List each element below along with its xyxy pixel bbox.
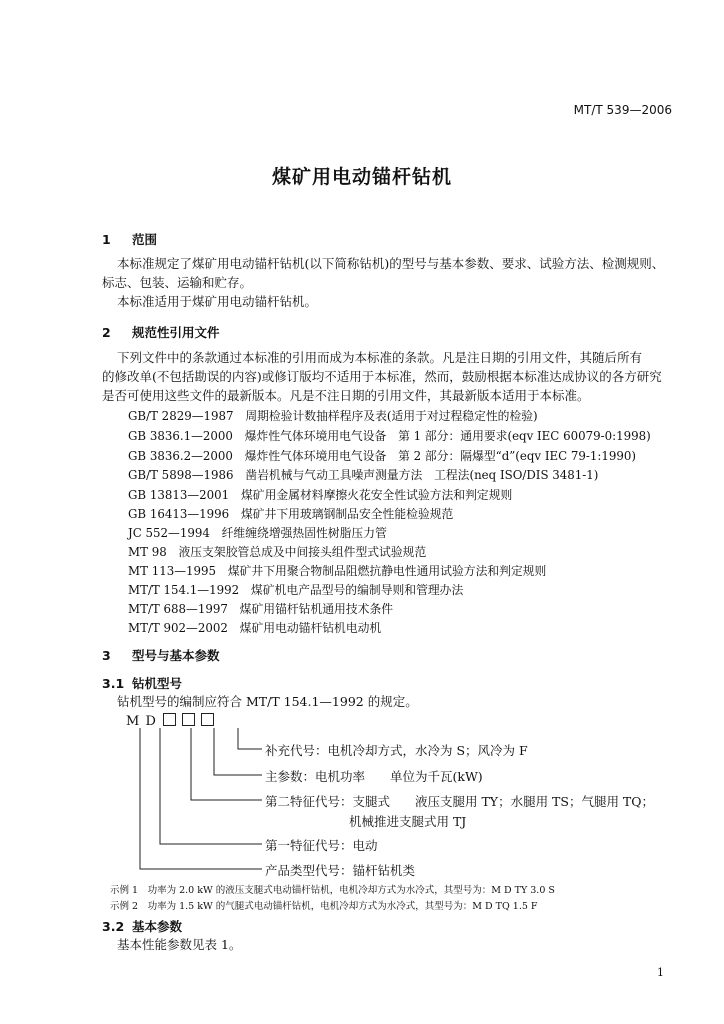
label-first-feature: 第一特征代号：电动 — [265, 838, 378, 853]
scope-paragraph: 本标准适用于煤矿用电动锚杆钻机。 — [117, 294, 318, 309]
example-2: 示例 2 功率为 1.5 kW 的气腿式电动锚杆钻机，电机冷却方式为水冷式，其型号为：M D TQ 1.5 F — [110, 901, 538, 912]
scope-paragraph-line: 本标准规定了煤矿用电动锚杆钻机(以下简称钻机)的型号与基本参数、要求、试验方法、检测规则、 — [117, 256, 665, 271]
reference-item: MT 113—1995 煤矿井下用聚合物制品阻燃抗静电性通用试验方法和判定规则 — [128, 564, 547, 578]
model-intro: 钻机型号的编制应符合 MT/T 154.1—1992 的规定。 — [117, 694, 418, 709]
label-second-feature-cont: 机械推进支腿式用 TJ — [349, 814, 467, 829]
reference-item: GB/T 5898—1986 凿岩机械与气动工具噪声测量方法 工程法(neq ISO/DIS 3481-1) — [128, 468, 599, 482]
label-main-parameter: 主参数：电机功率 单位为千瓦(kW) — [265, 769, 483, 784]
section-title: 型号与基本参数 — [132, 648, 220, 663]
normative-intro-line: 是否可使用这些文件的最新版本。凡是不注日期的引用文件，其最新版本适用于本标准。 — [102, 388, 590, 403]
model-code-letters: M D — [126, 714, 157, 729]
normative-intro-line: 下列文件中的条款通过本标准的引用而成为本标准的条款。凡是注日期的引用文件，其随后所有 — [117, 350, 643, 365]
example-1: 示例 1 功率为 2.0 kW 的液压支腿式电动锚杆钻机，电机冷却方式为水冷式，其型号为：M D TY 3.0 S — [110, 885, 555, 896]
reference-item: GB 13813—2001 煤矿用金属材料摩擦火花安全性试验方法和判定规则 — [128, 488, 513, 502]
reference-item: GB 3836.2—2000 爆炸性气体环境用电气设备 第 2 部分：隔爆型“d”(eqv IEC 79-1:1990) — [128, 449, 636, 463]
standard-code: MT/T 539—2006 — [573, 103, 672, 117]
reference-item: MT 98 液压支架胶管总成及中间接头组件型式试验规范 — [128, 545, 427, 559]
label-product-type: 产品类型代号：锚杆钻机类 — [265, 863, 416, 878]
section-number: 2 — [102, 325, 111, 340]
section-heading-3-2 — [102, 917, 182, 935]
section-number: 3.1 — [102, 676, 125, 691]
reference-item: GB 16413—1996 煤矿井下用玻璃钢制品安全性能检验规范 — [128, 507, 454, 521]
reference-item: MT/T 902—2002 煤矿用电动锚杆钻机电动机 — [128, 621, 382, 635]
section-title: 规范性引用文件 — [132, 325, 220, 340]
reference-item: MT/T 688—1997 煤矿用锚杆钻机通用技术条件 — [128, 602, 394, 616]
reference-item: MT/T 154.1—1992 煤矿机电产品型号的编制导则和管理办法 — [128, 583, 464, 597]
scope-paragraph-line: 标志、包装、运输和贮存。 — [102, 275, 253, 290]
page-number: 1 — [657, 966, 664, 979]
section-title: 基本参数 — [132, 919, 183, 934]
section-number: 3.2 — [102, 919, 125, 934]
section-number: 1 — [102, 232, 111, 247]
section-number: 3 — [102, 648, 111, 663]
document-title: 煤矿用电动锚杆钻机 — [271, 166, 452, 188]
reference-item: GB/T 2829—1987 周期检验计数抽样程序及表(适用于对过程稳定性的检验) — [128, 409, 538, 423]
reference-item: JC 552—1994 纤维缠绕增强热固性树脂压力管 — [128, 526, 387, 540]
normative-intro-line: 的修改单(不包括勘误的内容)或修订版均不适用于本标准，然而，鼓励根据本标准达成协议的各方研究 — [102, 369, 662, 384]
reference-item: GB 3836.1—2000 爆炸性气体环境用电气设备 第 1 部分：通用要求(eqv IEC 60079-0:1998) — [128, 429, 651, 443]
basic-params-text: 基本性能参数见表 1。 — [117, 937, 242, 952]
label-supplement-code: 补充代号：电机冷却方式，水冷为 S；风冷为 F — [265, 743, 528, 758]
section-title: 范围 — [132, 232, 158, 247]
label-second-feature: 第二特征代号：支腿式 液压支腿用 TY；水腿用 TS；气腿用 TQ； — [265, 794, 654, 809]
section-title: 钻机型号 — [132, 676, 183, 691]
